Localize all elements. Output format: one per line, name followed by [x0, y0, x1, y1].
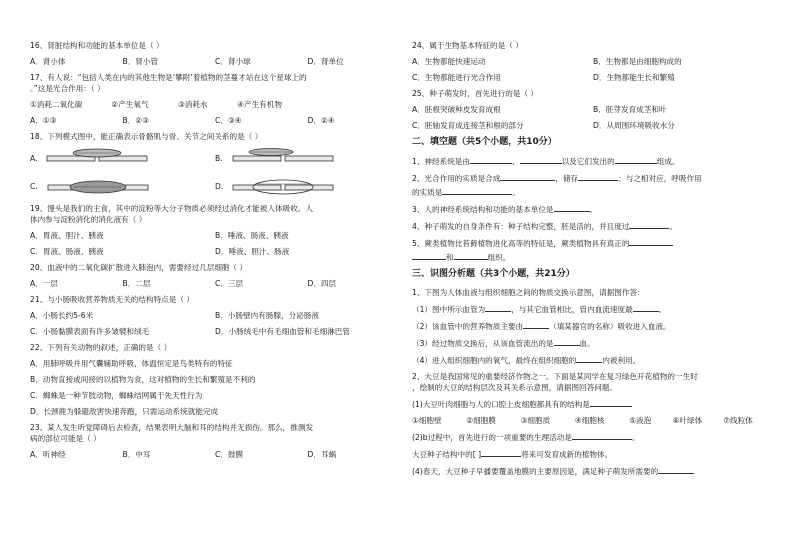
fill-q2-line1: [412, 172, 774, 184]
q24-option-d[interactable]: D．生物都能生长和繁殖: [593, 73, 675, 82]
q22-stem: 22、下列有关动物的叙述，正确的是（ ）: [30, 343, 172, 352]
q23-options: [30, 449, 400, 460]
q21-options-row-1: [30, 310, 400, 321]
fill-q1: [412, 155, 774, 167]
q18-figure-row-2: [30, 175, 400, 197]
q18-option-c[interactable]: [30, 176, 215, 196]
fill-q4-text-b: 。: [669, 222, 678, 231]
fill-q2-text-a: 2、光合作用的实质是合成: [412, 174, 501, 183]
diagram-q2-part3: [412, 448, 774, 460]
diagram-q1-part1: [412, 303, 774, 315]
diagram-q1-part4-blank[interactable]: [576, 354, 602, 363]
q25-option-c[interactable]: C．胚轴发育成连接茎和根的部分: [412, 121, 524, 130]
fill-q1-text-b: 、: [512, 157, 520, 166]
fill-q1-text-c: 以及它们发出的: [561, 157, 615, 166]
diagram-q2-part4: [412, 465, 774, 477]
q18-stem: 18、下列模式图中，能正确表示骨骼肌与骨、关节之间关系的是（ ）: [30, 132, 263, 141]
diagram-q1-part1-blank-1[interactable]: [485, 303, 511, 312]
diagram-q2-part2-text-a: (2)b过程中，首先进行的一项重要的生理活动是: [412, 433, 572, 442]
diagram-q2-part1-blank[interactable]: [590, 398, 632, 407]
diagram-q2-intro-line1: 2、大豆是我国常见的重要经济作物之一。下面是某同学在复习绿色开花植物的一生时: [412, 372, 698, 381]
diagram-q2-choices: [412, 415, 774, 426]
diagram-q2-choice-1: ①细胞壁: [412, 416, 442, 425]
diagram-q1-part1-text-c: 。: [658, 305, 667, 314]
q23-option-b[interactable]: B．中耳: [122, 450, 151, 459]
q20-options: [30, 278, 400, 289]
fill-q5-text-a: 5、蕨类植物比苔藓植物进化高等的特征是，蕨类植物具有真正的: [412, 239, 630, 248]
fill-q3-text-b: 。: [589, 205, 598, 214]
q25-option-d[interactable]: D．从周围环境吸收水分: [593, 121, 675, 130]
q17-option-d[interactable]: D．②④: [307, 116, 335, 125]
q17-option-a[interactable]: A．①③: [30, 116, 57, 125]
q17-choice-2: ②产生氧气: [111, 100, 149, 109]
right-column: [412, 40, 774, 482]
q24-option-c[interactable]: C．生物都能进行光合作用: [412, 73, 501, 82]
q18-option-b[interactable]: [215, 148, 400, 168]
q17-choice-4: ④产生有机物: [237, 100, 282, 109]
diagram-q1-part3-blank[interactable]: [554, 337, 580, 346]
fill-q2-text-c: ；与之相对应，呼吸作用: [618, 174, 702, 183]
q22-option-c[interactable]: C．蜘蛛是一种节肢动物，蜘蛛结网属于先天性行为: [30, 391, 203, 400]
diagram-q1-part4-text-b: 内被利用。: [602, 356, 641, 365]
diagram-q1-part2-blank[interactable]: [523, 320, 549, 329]
q18-figure-row-1: [30, 147, 400, 169]
q25-option-b[interactable]: B．胚芽发育成茎和叶: [593, 105, 667, 114]
q19-stem-line2: 体内参与淀粉消化的消化液有（ ）: [30, 215, 147, 224]
q20-option-d[interactable]: D．四层: [307, 279, 337, 288]
fill-q2-blank-1[interactable]: [500, 172, 555, 181]
fill-q3-blank[interactable]: [554, 203, 590, 212]
fill-q4-text-a: 4、种子萌发的自身条件有：种子结构完整，胚是活的，并且度过: [412, 222, 630, 231]
q23-stem-line2: 病的部位可能是（ ）: [30, 434, 101, 443]
q16-stem: 16、肾脏结构和功能的基本单位是（ ）: [30, 41, 164, 50]
fill-q5-line1: [412, 237, 774, 249]
diagram-q1-part1-text-b: ，与其它血管相比，管内血流速度最: [511, 305, 633, 314]
q16-options: [30, 56, 400, 67]
muscle-bone-diagram-a: [45, 148, 155, 168]
q21-option-c[interactable]: C．小肠黏膜表面有许多皱襞和绒毛: [30, 327, 150, 336]
fill-q2-text-b: ，储存: [555, 174, 579, 183]
diagram-q2-part3-bracket[interactable]: [ ]: [472, 450, 482, 459]
q23-option-a[interactable]: A．听神经: [30, 450, 66, 459]
q22-option-d[interactable]: D．长颈鹿为躲避敌害快速奔跑，只需运动系统就能完成: [30, 407, 219, 416]
fill-q5-text-d: 组织。: [487, 253, 511, 262]
q16-option-c[interactable]: C．肾小球: [215, 57, 251, 66]
q16-option-d[interactable]: D．肾单位: [307, 57, 344, 66]
diagram-q2-choice-4: ④细胞核: [574, 416, 605, 425]
fill-q2-text-d: 的实质是: [412, 188, 443, 197]
q19-option-d[interactable]: D．唾液、胆汁、肠液: [215, 247, 290, 256]
q18-label-a: A.: [30, 153, 38, 163]
q17-options: [30, 115, 400, 126]
diagram-q2-part3-text-c: 将来可发育成新的植物体。: [521, 450, 613, 459]
q17-option-c[interactable]: C．③④: [215, 116, 242, 125]
fill-q5-blank-3[interactable]: [454, 251, 488, 260]
q24-stem: 24、属于生物基本特征的是（ ）: [412, 41, 523, 50]
diagram-q2-part3-text-a: 大豆种子结构中的: [412, 450, 473, 459]
q17-stem-line2: 。”这是光合作用：（ ）: [30, 84, 105, 93]
fill-q2-blank-3[interactable]: [442, 186, 512, 195]
q16-option-a[interactable]: A．肾小体: [30, 57, 66, 66]
q16-option-b[interactable]: B．肾小管: [122, 57, 159, 66]
q18-option-d[interactable]: [215, 176, 400, 196]
fill-q5-line2: [412, 251, 774, 263]
diagram-q2-part3-blank[interactable]: [481, 448, 521, 457]
diagram-q1-part4: [412, 354, 774, 366]
q21-option-b[interactable]: B．小肠壁内有肠腺，分泌肠液: [215, 311, 319, 320]
q23-stem-line1: 23、某人发生听觉障碍后去检查，结果表明大脑和耳的结构并无损伤。那么，推测发: [30, 423, 314, 432]
q21-options-row-2: [30, 326, 400, 337]
fill-q2-text-e: 。: [512, 188, 520, 197]
diagram-q1-part1-blank-2[interactable]: [633, 303, 659, 312]
left-column: [30, 40, 400, 465]
q22-option-a[interactable]: A．用肺呼吸并用气囊辅助呼吸、体温恒定是鸟类特有的特征: [30, 359, 233, 368]
diagram-q2-part4-blank[interactable]: [658, 465, 694, 474]
muscle-bone-diagram-d: [231, 176, 341, 196]
fill-q4: [412, 220, 774, 232]
diagram-q2-choice-6: ⑥叶绿体: [672, 416, 703, 425]
q19-option-c[interactable]: C．胃液、肠液、胰液: [30, 247, 104, 256]
muscle-bone-diagram-c: [46, 176, 156, 196]
q18-label-b: B.: [215, 153, 223, 163]
diagram-q1-part2: [412, 320, 774, 332]
diagram-q2-part2-text-b: 。: [631, 433, 640, 442]
diagram-q2-part1-text: (1)大豆叶肉细胞与人的口腔上皮细胞都具有的结构是: [412, 400, 590, 409]
fill-q1-blank-2[interactable]: [520, 155, 562, 164]
fill-q2-blank-2[interactable]: [578, 172, 618, 181]
diagram-q1-part4-text-a: （4）进入组织细胞内的氧气，最终在组织细胞的: [412, 356, 577, 365]
diagram-q2-intro-line2: ，绘制的大豆的结构层次及其关系示意图，请据图回答问题。: [412, 383, 618, 392]
q18-label-d: D.: [215, 181, 224, 191]
diagram-q2-choice-3: ③细胞质: [520, 416, 551, 425]
q24-option-a[interactable]: A．生物都能快速运动: [412, 57, 486, 66]
q19-options-row-1: [30, 230, 400, 241]
q22-option-b[interactable]: B．动物直接或间接的以植物为食，这对植物的生长和繁殖是不利的: [30, 375, 256, 384]
q24-option-b[interactable]: B．生物都是由细胞构成的: [593, 57, 682, 66]
fill-q1-blank-3[interactable]: [615, 155, 657, 164]
diagram-q1-part3-text-b: 血。: [579, 339, 595, 348]
fill-q3: [412, 203, 774, 215]
q17-option-b[interactable]: B．②③: [122, 116, 149, 125]
q25-stem: 25、种子萌发时，首先进行的是（ ）: [412, 89, 538, 98]
q19-option-b[interactable]: B．唾液、肠液、胰液: [215, 231, 289, 240]
fill-q5-text-c: 和: [446, 253, 454, 262]
fill-q4-blank[interactable]: [629, 220, 669, 229]
q25-options-row-2: [412, 120, 774, 131]
q17-choices: [30, 99, 400, 110]
diagram-q2-choice-2: ②细胞膜: [466, 416, 496, 425]
fill-q5-blank-1[interactable]: [629, 237, 673, 246]
q17-choice-1: ①消耗二氧化碳: [30, 100, 83, 109]
q23-option-c[interactable]: C．鼓膜: [215, 450, 244, 459]
diagram-q1-part2-text-b: （填某器官的名称）吸收进入血液。: [549, 322, 671, 331]
diagram-q1-part1-text-a: （1）图中所示血管为: [412, 305, 486, 314]
q24-options-row-2: [412, 72, 774, 83]
muscle-bone-diagram-b: [231, 148, 341, 168]
q20-option-c[interactable]: C．三层: [215, 279, 244, 288]
diagram-q2-choice-5: ⑤液泡: [629, 416, 652, 425]
q19-option-a[interactable]: A．胃液、胆汁、胰液: [30, 231, 104, 240]
q21-option-a[interactable]: A．小肠长约5-6米: [30, 311, 94, 320]
section-diagram-analysis-heading: 三、识图分析题（共3个小题，共21分）: [412, 269, 575, 279]
q20-stem: 20、血液中的二氧化碳扩散进入肺泡内，需要经过几层细胞（ ）: [30, 263, 248, 272]
fill-q1-text-a: 1、神经系统是由: [412, 157, 470, 166]
fill-q5-blank-2[interactable]: [412, 251, 446, 260]
section-fill-blank-heading: 二、填空题（共5个小题，共10分）: [412, 137, 557, 147]
diagram-q1-part3-text-a: （3）经过物质交换后，从该血管流出的是: [412, 339, 554, 348]
fill-q1-blank-1[interactable]: [470, 155, 512, 164]
fill-q3-text-a: 3、人的神经系统结构和功能的基本单位是: [412, 205, 554, 214]
diagram-q2-part1: [412, 398, 774, 410]
diagram-q2-part2-blank[interactable]: [572, 431, 632, 440]
q23-option-d[interactable]: D．耳蜗: [307, 450, 337, 459]
q24-options-row-1: [412, 56, 774, 67]
fill-q1-text-d: 组成。: [656, 157, 680, 166]
diagram-q2-part2: [412, 431, 774, 443]
q25-options-row-1: [412, 104, 774, 115]
q17-choice-3: ③消耗水: [177, 100, 208, 109]
diagram-q1-part2-text-a: （2）该血管中的营养物质主要由: [412, 322, 524, 331]
diagram-q2-choice-7: ⑦线粒体: [723, 416, 753, 425]
q20-option-a[interactable]: A．一层: [30, 279, 58, 288]
q17-stem-line1: 17、有人说：“包括人类在内的其他生物是‘攀附’着植物的茎蔓才站在这个星球上的: [30, 73, 307, 82]
q25-option-a[interactable]: A．胚根突破种皮发育成根: [412, 105, 501, 114]
q19-options-row-2: [30, 246, 400, 257]
q21-stem: 21、与小肠吸收营养物质无关的结构特点是（ ）: [30, 295, 194, 304]
q19-stem-line1: 19、馒头是我们的主食，其中的淀粉等大分子物质必须经过消化才能被人体吸收。人: [30, 204, 314, 213]
q21-option-d[interactable]: D．小肠绒毛中有毛细血管和毛细淋巴管: [215, 327, 350, 336]
diagram-q1-part3: [412, 337, 774, 349]
q18-option-a[interactable]: [30, 148, 215, 168]
q20-option-b[interactable]: B．二层: [122, 279, 151, 288]
q18-label-c: C.: [30, 181, 38, 191]
diagram-q1-intro: 1、下图为人体血液与组织细胞之间的物质交换示意图，请据图作答：: [412, 288, 645, 297]
fill-q2-line2: [412, 186, 774, 198]
diagram-q2-part4-text: (4)春天，大豆种子早播要覆盖地膜的主要原因是，满足种子萌发所需要的: [412, 467, 659, 476]
